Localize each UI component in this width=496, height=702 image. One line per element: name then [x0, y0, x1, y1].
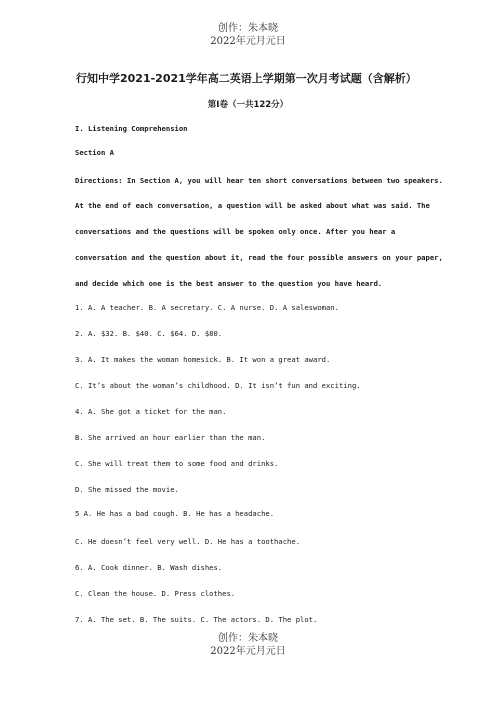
question-line: 5 A. He has a bad cough. B. He has a headache. [75, 509, 275, 518]
header-date: 2022年元月元日 [210, 36, 286, 47]
question-line: 4. A. She got a ticket for the man. [75, 407, 227, 416]
question-line: 1. A. A teacher. B. A secretary. C. A nurse. D. A saleswoman. [75, 303, 339, 312]
question-line: 7. A. The set. B. The suits. C. The actors. D. The plot. [75, 615, 318, 624]
page-footer [0, 632, 496, 658]
question-line: C. She will treat them to some food and drinks. [75, 459, 279, 468]
question-line: D. She missed the movie. [75, 485, 179, 494]
directions-line: conversation and the question about it, read the four possible answers on your paper, [75, 253, 443, 262]
directions-line: Directions: In Section A, you will hear ten short conversations between two speakers. [75, 176, 443, 185]
directions-line: and decide which one is the best answer to the question you have heard. [75, 279, 383, 288]
question-line: 3. A. It makes the woman homesick. B. It won a great award. [75, 355, 331, 364]
question-line: C. Clean the house. D. Press clothes. [75, 589, 236, 598]
question-line: C. He doesn’t feel very well. D. He has a toothache. [75, 537, 301, 546]
question-line: 6. A. Cook dinner. B. Wash dishes. [75, 563, 223, 572]
volume-subtitle: 第I卷（一共122分） [207, 100, 289, 110]
part-heading: I. Listening Comprehension [75, 124, 188, 133]
footer-date: 2022年元月元日 [210, 646, 286, 657]
section-heading: Section A [75, 148, 114, 157]
header-author: 创作：朱本晓 [218, 23, 278, 34]
question-line: 2. A. $32. B. $40. C. $64. D. $80. [75, 329, 223, 338]
directions-line: conversations and the questions will be spoken only once. After you hear a [75, 227, 396, 236]
directions-line: At the end of each conversation, a question will be asked about what was said. The [75, 201, 430, 210]
question-line: B. She arrived an hour earlier than the man. [75, 433, 266, 442]
question-line: C. It’s about the woman’s childhood. D. It isn’t fun and exciting. [75, 381, 361, 390]
page-header [0, 22, 496, 48]
footer-author: 创作：朱本晓 [218, 633, 278, 644]
document-title: 行知中学2021-2021学年高二英语上学期第一次月考试题（含解析） [76, 72, 417, 85]
